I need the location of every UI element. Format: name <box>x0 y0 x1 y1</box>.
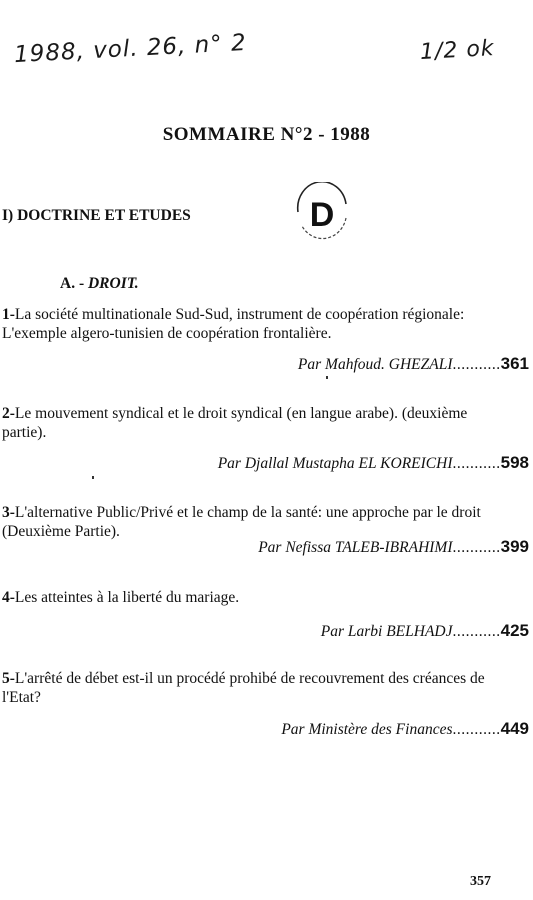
scan-speck <box>326 376 328 379</box>
entry-title <box>0 305 500 343</box>
page-number: 357 <box>470 874 491 889</box>
entry-title <box>0 588 500 607</box>
entry-author: Par Larbi BELHADJ <box>320 623 453 640</box>
entry-byline-3[interactable] <box>258 537 529 557</box>
entry-number: 4- <box>2 589 15 606</box>
library-stamp-icon <box>288 182 356 242</box>
entry-number: 1- <box>2 306 15 323</box>
entry-number: 2- <box>2 405 15 422</box>
entry-title <box>0 669 500 707</box>
stamp-letter: D <box>309 196 335 234</box>
leader-dots: ........... <box>452 721 501 738</box>
subsection-heading <box>60 275 139 293</box>
toc-entry-4 <box>0 588 500 607</box>
toc-entry-2 <box>0 404 500 442</box>
subsection-name: DROIT. <box>87 275 139 292</box>
entry-number: 5- <box>2 670 15 687</box>
scan-speck <box>92 476 94 479</box>
entry-byline-4[interactable] <box>321 621 529 641</box>
subsection-prefix: A. - <box>60 275 85 292</box>
entry-byline-5[interactable] <box>281 719 529 739</box>
entry-author: Par Mahfoud. GHEZALI <box>297 356 453 373</box>
entry-author: Par Ministère des Finances <box>281 721 453 738</box>
entry-page-number: 361 <box>500 354 529 373</box>
entry-text: L'arrêté de débet est-il un procédé prohibé de recouvrement des créances de l'Etat? <box>2 670 485 706</box>
toc-entry-3 <box>0 503 500 541</box>
entry-text: L'alternative Public/Privé et le champ de la santé: une approche par le droit (Deuxième Partie). <box>2 504 481 540</box>
entry-author: Par Nefissa TALEB-IBRAHIMI <box>258 539 453 556</box>
entry-author: Par Djallal Mustapha EL KOREICHI <box>217 455 453 472</box>
entry-text: La société multinationale Sud-Sud, instrument de coopération régionale: L'exemple algero-tunisien de coopération frontalière. <box>2 306 465 342</box>
leader-dots: ........... <box>452 455 501 472</box>
toc-entry-5 <box>0 669 500 707</box>
entry-text: Le mouvement syndical et le droit syndical (en langue arabe). (deuxième partie). <box>2 405 468 441</box>
entry-page-number: 399 <box>500 537 529 556</box>
page-title: SOMMAIRE N°2 - 1988 <box>162 124 371 145</box>
leader-dots: ........... <box>452 623 501 640</box>
leader-dots: ........... <box>452 539 501 556</box>
entry-title <box>0 404 500 442</box>
toc-entry-1 <box>0 305 500 343</box>
entry-text: Les atteintes à la liberté du mariage. <box>14 589 240 606</box>
entry-byline-1[interactable] <box>298 354 529 374</box>
section-heading: I) DOCTRINE ET ETUDES <box>2 207 191 224</box>
handwritten-ok-note: 1/2 ok <box>419 36 496 65</box>
entry-number: 3- <box>2 504 15 521</box>
entry-page-number: 449 <box>500 719 529 738</box>
entry-title <box>0 503 500 541</box>
handwritten-volume-note: 1988, vol. 26, n° 2 <box>13 29 248 69</box>
entry-page-number: 425 <box>500 621 529 640</box>
entry-byline-2[interactable] <box>218 453 529 473</box>
entry-page-number: 598 <box>500 453 529 472</box>
leader-dots: ........... <box>452 356 501 373</box>
